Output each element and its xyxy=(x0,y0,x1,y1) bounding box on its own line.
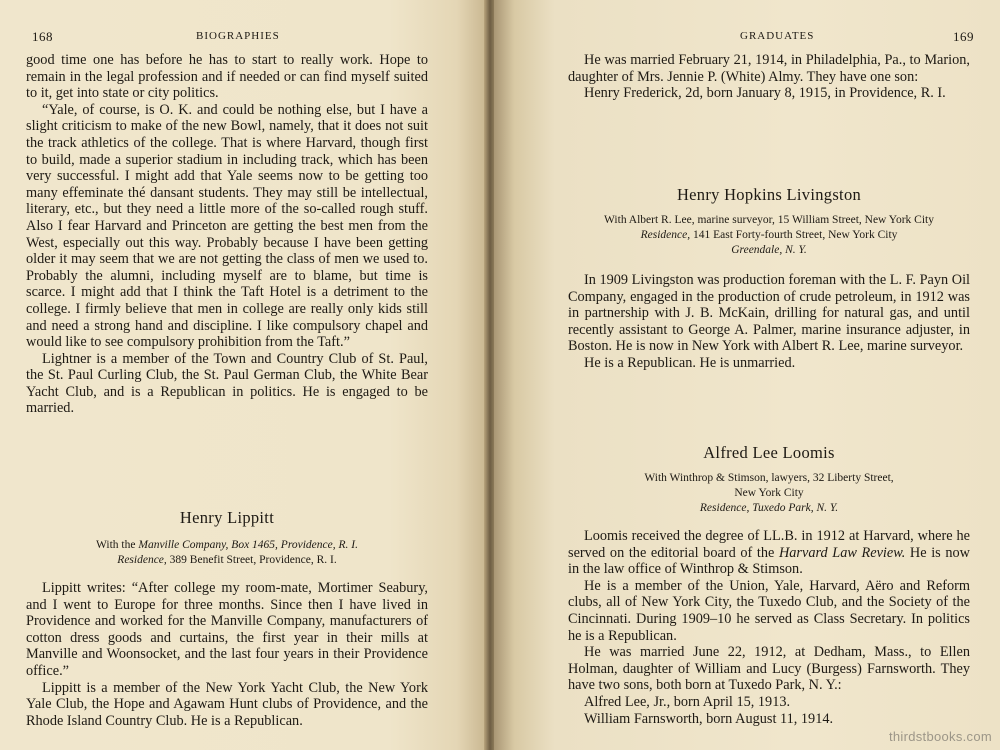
paragraph: Lippitt is a member of the New York Yacht Club, the New York Yale Club, the Hope and Agawam Hunt clubs of Providence, and the Rhode Island Country Club. He is a Republican. xyxy=(26,679,428,729)
paragraph: Alfred Lee, Jr., born April 15, 1913. xyxy=(584,693,791,710)
paragraph: good time one has before he has to start to really work. Hope to remain in the legal profession and if needed or can find myself suited to it, get into state or city politics. xyxy=(26,52,428,102)
paragraph: In 1909 Livingston was production foreman with the L. F. Payn Oil Company, engaged in the production of crude petroleum, in 1912 was in partnership with J. B. McKain, drilling for natural gas, and until recently assistant to George A. Palmer, marine insurance adjuster, in Boston. He is now in New York with Albert R. Lee, marine surveyor. xyxy=(568,272,971,355)
bio-affiliation: With Winthrop & Stimson, lawyers, 32 Liberty Street, xyxy=(644,472,894,484)
para-end: He is now in the law office of Winthrop & Stimson. xyxy=(568,544,970,578)
paragraph xyxy=(568,528,970,578)
paragraph: Lightner is a member of the Town and Country Club of St. Paul, the St. Paul Curling Club, the St. Paul German Club, the White Bear Yacht Club, and is a Republican in politics. He is engaged to be married. xyxy=(26,350,428,417)
left-continuation-text xyxy=(26,52,428,417)
res-address: 389 Benefit Street, Providence, R. I. xyxy=(166,554,337,566)
paragraph: Henry Frederick, 2d, born January 8, 1915, in Providence, R. I. xyxy=(584,85,946,102)
bio-affiliation-city: New York City xyxy=(734,487,804,499)
res-label: Residence, xyxy=(117,554,167,566)
bio-residence xyxy=(568,501,970,516)
aff-company: Manville Company, Box 1465, Providence, R. I. xyxy=(138,539,358,551)
journal-title: Harvard Law Review. xyxy=(778,544,906,561)
res-address: 141 East Forty-fourth Street, New York City xyxy=(690,229,898,241)
paragraph: He is a Republican. He is unmarried. xyxy=(584,354,796,371)
bio-affiliation: With Albert R. Lee, marine surveyor, 15 William Street, New York City xyxy=(604,214,934,226)
right-page-number: 169 xyxy=(953,29,974,44)
bio-loomis xyxy=(568,443,970,727)
right-running-head: GRADUATES xyxy=(740,30,815,42)
bio-residence xyxy=(568,228,970,243)
paragraph: He was married June 22, 1912, at Dedham, Mass., to Ellen Holman, daughter of William and Lucy (Burgess) Farnsworth. They have two sons, both born at Tuxedo Park, N. Y.: xyxy=(568,644,970,694)
bio-affiliation xyxy=(26,538,428,553)
bio-text xyxy=(568,528,970,727)
bio-text xyxy=(568,272,970,372)
paragraph: “Yale, of course, is O. K. and could be nothing else, but I have a slight criticism to make of the new Bowl, namely, that it does not suit the track athletics of the college. That is where Harvard, though first to build, made a superior stadium in including track, which has been very successful. I might add that Yale seems now to be getting too many effeminate thé dansant students. They may still be intellectual, literary, etc., but they need a little more of the so-called rough stuff. Also I fear Harvard and Princeton are getting the best men from the West, especially out this way. Probably because I have been getting older it may seem that we are not getting the class of men we used to. Probably the alumni, including myself are to blame, but time is scarce. I might add that I think the Taft Hotel is a detriment to the college. I firmly believe that men in college are really only kids still and need a strong hand and discipline. I like compulsory chapel and would like to see compulsory prohibition from the Taft.” xyxy=(26,101,428,351)
res-text: Residence, Tuxedo Park, N. Y. xyxy=(699,502,839,514)
para-start: Loomis received the degree of LL.B. in 1912 at Harvard, where he served on the editorial board of the xyxy=(568,528,970,561)
res-label: Residence, xyxy=(640,229,691,241)
watermark: thirdstbooks.com xyxy=(888,729,992,744)
bio-livingston xyxy=(568,185,970,372)
paragraph: William Farnsworth, born August 11, 1914. xyxy=(584,710,834,727)
paragraph: He was married February 21, 1914, in Philadelphia, Pa., to Marion, daughter of Mrs. Jennie P. (White) Almy. They have one son: xyxy=(568,52,970,85)
bio-name: Henry Hopkins Livingston xyxy=(676,185,862,204)
bio-text xyxy=(26,580,428,729)
bio-name: Henry Lippitt xyxy=(179,508,275,527)
left-running-head: BIOGRAPHIES xyxy=(196,30,280,42)
res-city: Greendale, N. Y. xyxy=(731,244,807,256)
bio-residence xyxy=(26,553,428,568)
paragraph: Lippitt writes: “After college my room-mate, Mortimer Seabury, and I went to Europe for three months. Since then I have lived in Providence and worked for the Manville Company, manufacturers of cotton dress goods and curtains, the first year in their mills at Manville and Woonsocket, and the last four years in their Providence office.” xyxy=(26,580,428,679)
aff-prefix: With the xyxy=(96,539,139,551)
paragraph: He is a member of the Union, Yale, Harvard, Aëro and Reform clubs, all of New York City, the Tuxedo Club, and the Society of the Cincinnati. During 1909–10 he served as Class Secretary. In politics he is a Republican. xyxy=(568,577,970,644)
bio-lippitt xyxy=(26,508,428,729)
right-continuation-text xyxy=(568,52,970,102)
left-page-number: 168 xyxy=(32,29,53,44)
bio-name: Alfred Lee Loomis xyxy=(703,443,835,462)
left-page xyxy=(0,0,486,750)
bio-residence-city xyxy=(568,243,970,258)
right-page xyxy=(494,0,1000,750)
left-page-header xyxy=(32,29,432,45)
